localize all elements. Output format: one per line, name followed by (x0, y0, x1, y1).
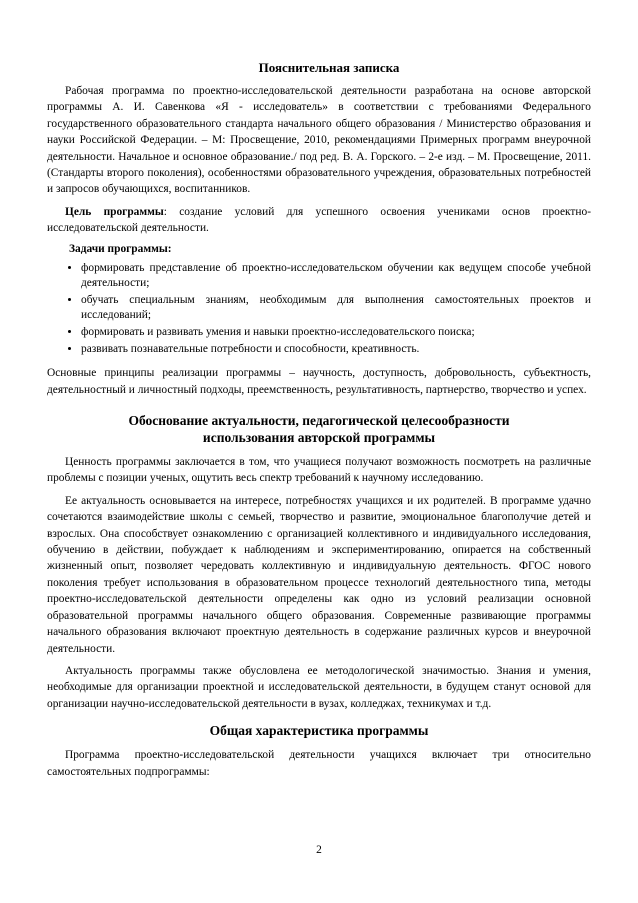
heading-line: Обоснование актуальности, педагогической целесообразности (128, 413, 510, 429)
list-item: • формировать и развивать умения и навыки проектно-исследовательского поиска; (81, 325, 591, 341)
paragraph-basis: Рабочая программа по проектно-исследовательской деятельности разработана на основе авторской программы А. И. Савенкова «Я - исследователь» в соответствии с требованиями Федерального государственного образовательного стандарта начального общего образования / Министерство образования и науки Российской Федерации. – М: Просвещение, 2010, рекомендациями Примерных программ внеурочной деятельности. Начальное и основное образование./ под ред. В. А. Горского. – 2-е изд. – М. Просвещение, 2011. (Стандарты второго поколения), особенностями образовательного учреждения, образовательных потребностей и запросов обучающихся, воспитанников. (47, 85, 591, 196)
tasks-list (47, 261, 591, 358)
paragraph-actuality: Актуальность программы также обусловлена ее методологической значимостью. Знания и умения, необходимые для организации проектной и исследовательской деятельности, в будущем станут основой для организации научно-исследовательской деятельности в вузах, колледжах, техникумах и т.д. (47, 664, 591, 710)
paragraph-principles: Основные принципы реализации программы – научность, доступность, добровольность, субъектность, деятельностный и личностный подходы, преемственность, результативность, партнерство, творчество и успех. (47, 367, 591, 396)
list-item: • развивать познавательные потребности и способности, креативность. (81, 342, 591, 358)
goal-label: Цель программы (65, 205, 164, 218)
document-page (47, 60, 591, 786)
tasks-title: Задачи программы: (69, 242, 172, 255)
heading-line: использования авторской программы (202, 430, 436, 446)
section-heading-general: Общая характеристика программы (209, 723, 429, 739)
goal-text: : создание условий для успешного освоения учениками основ проектно-исследовательской деятельности. (47, 205, 591, 235)
list-item: • обучать специальным знаниям, необходимым для выполнения самостоятельных проектов и исследований; (81, 293, 591, 324)
paragraph-relevance: Ее актуальность основывается на интересе, потребностях учащихся и их родителей. В программе удачно сочетаются взаимодействие школы с семьей, творчество и развитие, эмоциональное благополучие детей и взрослых. Она способствует ознакомлению с организацией коллективного и индивидуального исследования, обучению в действии, побуждает к наблюдениям и экспериментированию, опирается на собственный жизненный опыт, позволяет чередовать коллективную и индивидуальную деятельность. ФГОС нового поколения требует использования в образовательном процессе технологий деятельностного типа, методы проектно-исследовательской деятельности определены как одно из условий реализации основной образовательной программы начального общего образования. Современные развивающие программы начального образования включают проектную деятельность в содержание различных курсов и внеурочной деятельности. (47, 494, 591, 655)
list-item: • формировать представление об проектно-исследовательском обучении как ведущем способе учебной деятельности; (81, 261, 591, 292)
section-heading-explanatory-note: Пояснительная записка (258, 60, 400, 75)
page-number: 2 (316, 844, 322, 856)
section-heading-relevance (47, 412, 591, 446)
paragraph-general: Программа проектно-исследовательской деятельности учащихся включает три относительно самостоятельных подпрограммы: (47, 749, 591, 778)
paragraph-goal (47, 204, 591, 237)
paragraph-value: Ценность программы заключается в том, что учащиеся получают возможность посмотреть на различные проблемы с позиции ученых, ощутить весь спектр требований к научному исследованию. (47, 456, 591, 485)
